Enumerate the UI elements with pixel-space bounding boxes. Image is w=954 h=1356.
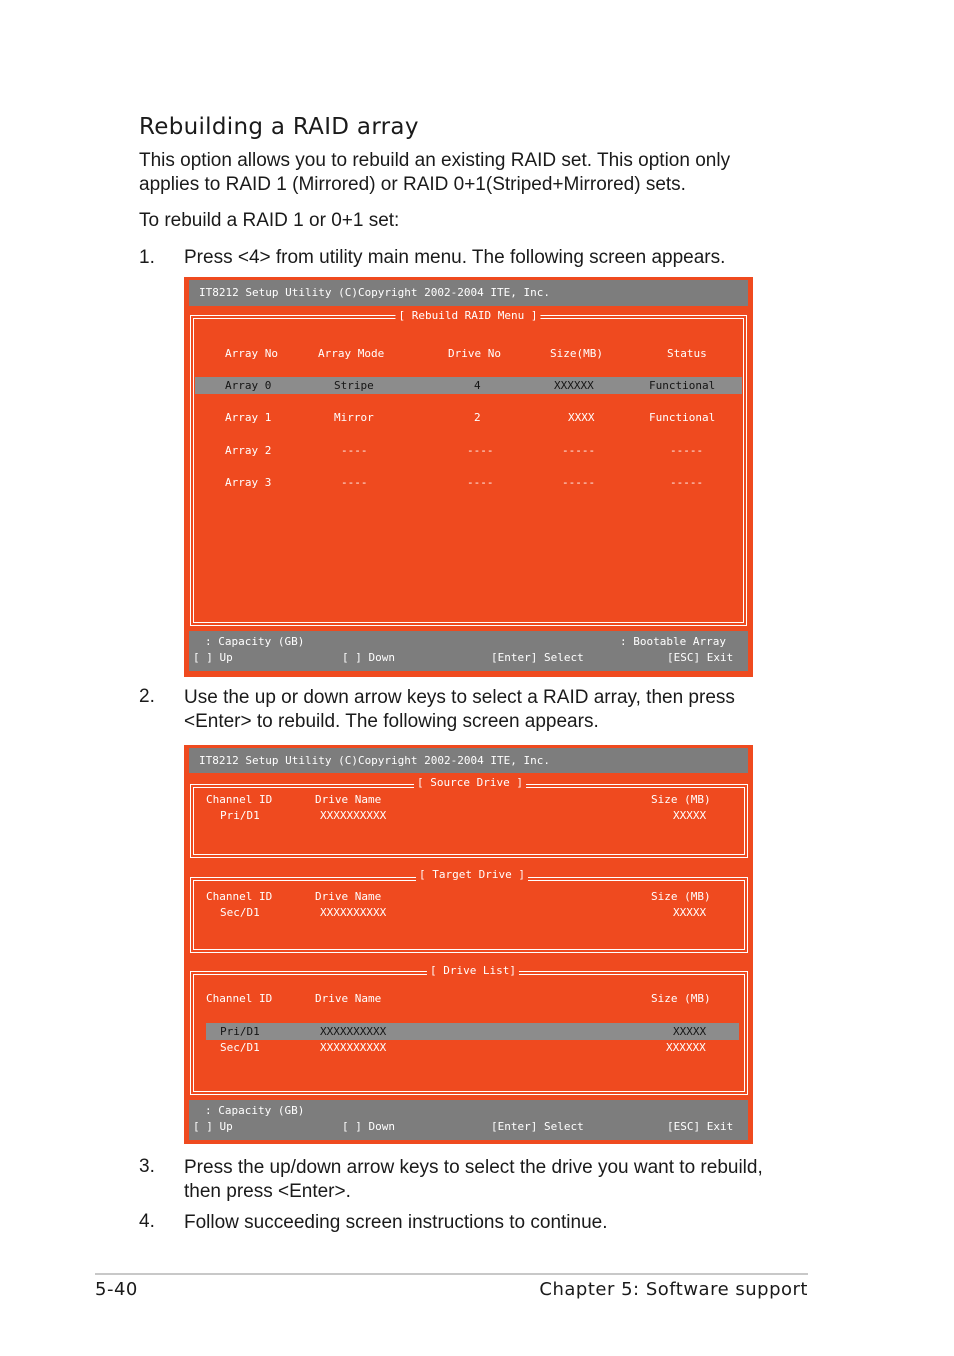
- step-text: [184, 246, 725, 270]
- intro-paragraph: [139, 149, 730, 197]
- header-size: Size(MB): [550, 347, 603, 360]
- header-array-mode: Array Mode: [318, 347, 385, 360]
- cell-array-no: Array 1: [225, 411, 272, 424]
- source-drive-title: [ Source Drive ]: [414, 776, 526, 790]
- cell-array-mode: ----: [341, 476, 368, 489]
- target-drive-title: [ Target Drive ]: [416, 868, 528, 882]
- col-size: Size (MB): [651, 890, 711, 903]
- subheading: To rebuild a RAID 1 or 0+1 set:: [139, 210, 400, 231]
- menu-title: [ Rebuild RAID Menu ]: [395, 309, 540, 323]
- cell-array-mode: ----: [341, 444, 368, 457]
- help-bar: [189, 631, 748, 671]
- cell-drive-no: ----: [467, 444, 494, 457]
- target-channel: Sec/D1: [220, 906, 260, 919]
- help-up: [ ] Up: [193, 1120, 233, 1133]
- list-channel: Sec/D1: [220, 1041, 260, 1054]
- source-drive-name: XXXXXXXXXX: [320, 809, 387, 822]
- col-drive-name: Drive Name: [315, 793, 382, 806]
- help-exit: [ESC] Exit: [667, 1120, 734, 1133]
- col-drive-name: Drive Name: [315, 992, 382, 1005]
- cell-status: Functional: [649, 379, 716, 392]
- list-size: XXXXX: [673, 1025, 707, 1038]
- step-text: [184, 686, 735, 734]
- section-heading: Rebuilding a RAID array: [139, 114, 419, 140]
- help-capacity: : Capacity (GB): [205, 635, 305, 648]
- title-bar: [189, 280, 748, 306]
- step-line: <Enter> to rebuild. The following screen appears.: [184, 711, 599, 732]
- list-drive-name: XXXXXXXXXX: [320, 1025, 387, 1038]
- cell-array-mode: Mirror: [334, 411, 374, 424]
- col-channel-id: Channel ID: [206, 890, 273, 903]
- title-bar-text: IT8212 Setup Utility (C)Copyright 2002-2004 ITE, Inc.: [199, 286, 550, 299]
- help-select: [Enter] Select: [491, 1120, 584, 1133]
- cell-size: XXXXXX: [554, 379, 594, 392]
- cell-size: XXXX: [568, 411, 595, 424]
- target-size: XXXXX: [673, 906, 707, 919]
- col-size: Size (MB): [651, 992, 711, 1005]
- header-array-no: Array No: [225, 347, 278, 360]
- drive-list-title: [ Drive List]: [427, 964, 519, 978]
- cell-array-no: Array 2: [225, 444, 272, 457]
- header-status: Status: [667, 347, 707, 360]
- rebuild-raid-menu-screen: [184, 277, 753, 677]
- source-size: XXXXX: [673, 809, 707, 822]
- step-line: Use the up or down arrow keys to select a RAID array, then press: [184, 687, 735, 708]
- step-text: [184, 1211, 608, 1235]
- list-drive-name: XXXXXXXXXX: [320, 1041, 387, 1054]
- cell-status: Functional: [649, 411, 716, 424]
- cell-drive-no: 4: [474, 379, 481, 392]
- drive-selection-screen: [184, 745, 753, 1144]
- step-line: Press the up/down arrow keys to select the drive you want to rebuild,: [184, 1157, 763, 1178]
- help-select: [Enter] Select: [491, 651, 584, 664]
- list-size: XXXXXX: [666, 1041, 706, 1054]
- footer-rule: [95, 1273, 808, 1275]
- page-number: 5-40: [95, 1279, 138, 1300]
- cell-size: -----: [562, 476, 596, 489]
- col-channel-id: Channel ID: [206, 992, 273, 1005]
- menu-frame: [190, 315, 747, 626]
- cell-array-no: Array 0: [225, 379, 272, 392]
- help-bootable: : Bootable Array: [620, 635, 726, 648]
- help-capacity: : Capacity (GB): [205, 1104, 305, 1117]
- help-bar: [189, 1100, 748, 1140]
- target-drive-frame: [190, 877, 748, 953]
- cell-array-no: Array 3: [225, 476, 272, 489]
- intro-line: applies to RAID 1 (Mirrored) or RAID 0+1(Striped+Mirrored) sets.: [139, 174, 686, 195]
- help-up: [ ] Up: [193, 651, 233, 664]
- step-number: 4.: [139, 1211, 155, 1232]
- help-exit: [ESC] Exit: [667, 651, 734, 664]
- step-number: 2.: [139, 686, 155, 707]
- col-size: Size (MB): [651, 793, 711, 806]
- target-drive-name: XXXXXXXXXX: [320, 906, 387, 919]
- step-text: [184, 1156, 763, 1204]
- cell-drive-no: ----: [467, 476, 494, 489]
- cell-size: -----: [562, 444, 596, 457]
- step-line: Follow succeeding screen instructions to continue.: [184, 1212, 608, 1233]
- intro-line: This option allows you to rebuild an existing RAID set. This option only: [139, 150, 731, 171]
- help-down: [ ] Down: [342, 1120, 395, 1133]
- help-down: [ ] Down: [342, 651, 395, 664]
- step-line: Press <4> from utility main menu. The following screen appears.: [184, 247, 726, 268]
- step-number: 3.: [139, 1156, 155, 1177]
- cell-array-mode: Stripe: [334, 379, 374, 392]
- step-number: 1.: [139, 247, 155, 268]
- title-bar: [189, 748, 748, 773]
- cell-drive-no: 2: [474, 411, 481, 424]
- col-drive-name: Drive Name: [315, 890, 382, 903]
- source-channel: Pri/D1: [220, 809, 260, 822]
- step-line: then press <Enter>.: [184, 1181, 351, 1202]
- chapter-title: Chapter 5: Software support: [539, 1279, 808, 1300]
- col-channel-id: Channel ID: [206, 793, 273, 806]
- cell-status: -----: [670, 476, 704, 489]
- selected-row-highlight: [206, 1023, 739, 1040]
- header-drive-no: Drive No: [448, 347, 501, 360]
- list-channel: Pri/D1: [220, 1025, 260, 1038]
- title-bar-text: IT8212 Setup Utility (C)Copyright 2002-2004 ITE, Inc.: [199, 754, 550, 767]
- cell-status: -----: [670, 444, 704, 457]
